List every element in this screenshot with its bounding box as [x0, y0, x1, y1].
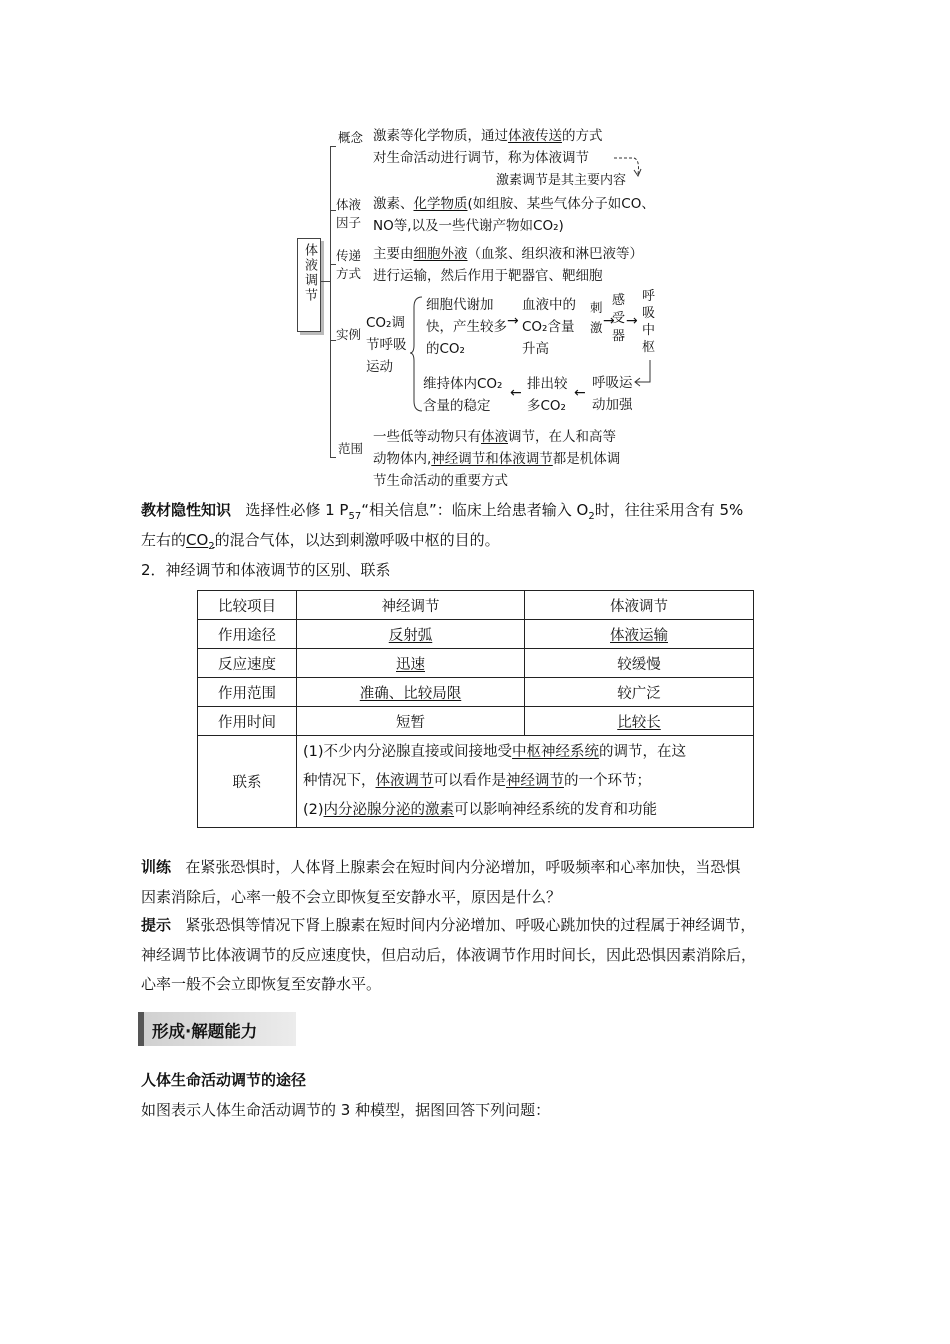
root-label: 体液调节 [302, 243, 317, 303]
hk-line2b: 的混合气体，以达到刺激呼吸中枢的目的。 [214, 531, 500, 549]
transmit-line1: 主要由细胞外液（血浆、组织液和淋巴液等） [373, 246, 643, 262]
factor-line1: 激素、化学物质(如组胺、某些气体分子如CO、 [373, 196, 655, 212]
table-cell: 迅速 [297, 649, 525, 678]
example-step2: 血液中的CO₂含量升高 [522, 297, 576, 357]
table-row [198, 678, 754, 707]
concept-map-root [297, 238, 321, 332]
hk-line2a: 左右的 [141, 531, 187, 549]
section-banner-title: 形成·解题能力 [152, 1022, 258, 1041]
hint-line3: 心率一般不会立即恢复至安静水平。 [141, 975, 382, 993]
table-cell: 较缓慢 [525, 649, 754, 678]
table-cell: 联系 [198, 736, 297, 828]
banner-accent [138, 1012, 144, 1046]
rel2u1: 体液调节 [375, 773, 434, 789]
example-step8: 维持体内CO₂含量的稳定 [423, 376, 503, 414]
hint-text1: 紧张恐惧等情况下肾上腺素在短时间内分泌增加、呼吸心跳加快的过程属于神经调节， [185, 916, 756, 934]
table-header-row [198, 591, 754, 620]
example-step6: 呼吸运动加强 [592, 375, 633, 413]
concept-line2: 对生命活动进行调节，称为体液调节 [373, 150, 589, 166]
arrow-right-icon: → [603, 313, 615, 329]
table-cell: 短暂 [297, 707, 525, 736]
transmit-line2: 进行运输，然后作用于靶器官、靶细胞 [373, 268, 603, 284]
scope-line2: 动物体内,神经调节和体液调节都是机体调 [373, 451, 621, 467]
table-row [198, 620, 754, 649]
rel2a: 种情况下， [303, 773, 376, 789]
topic-text: 如图表示人体生命活动调节的 3 种模型，据图回答下列问题： [141, 1101, 551, 1119]
training-line1 [141, 853, 821, 882]
relation-line1 [303, 738, 747, 767]
table-header-cell: 神经调节 [297, 591, 525, 620]
arrow-right-icon: → [626, 313, 638, 329]
relation-line3 [303, 796, 747, 825]
branch-label-transmit: 传递方式 [336, 248, 362, 281]
rel1u: 中枢神经系统 [512, 744, 600, 760]
arrow-left-icon: ← [574, 385, 586, 401]
hint-line2: 神经调节比体液调节的反应速度快，但启动后，体液调节作用时间长，因此恐惧因素消除后， [141, 946, 757, 964]
rel3b: 可以影响神经系统的发育和功能 [454, 802, 658, 818]
hidden-knowledge-title: 教材隐性知识 [141, 501, 232, 519]
example-step3: 刺激 [590, 300, 603, 335]
rel1b: 的调节，在这 [599, 744, 687, 760]
table-cell: 比较长 [525, 707, 754, 736]
rel1a: (1)不少内分泌腺直接或间接地受 [303, 744, 513, 760]
hint-line1 [141, 911, 821, 940]
example-step4: 感受器 [612, 293, 626, 344]
table-row-relation [198, 736, 754, 828]
table-cell: 作用范围 [198, 678, 297, 707]
factor-line2: NO等,以及一些代谢产物如CO₂) [373, 218, 564, 234]
training-text1: 在紧张恐惧时，人体肾上腺素会在短时间内分泌增加，呼吸频率和心率加快，当恐惧 [185, 858, 741, 876]
table-row [198, 707, 754, 736]
training-label: 训练 [141, 858, 172, 876]
table-cell: 体液运输 [525, 620, 754, 649]
scope-line1: 一些低等动物只有体液调节，在人和高等 [373, 429, 616, 445]
comparison-table [197, 590, 754, 828]
table-header-cell: 比较项目 [198, 591, 297, 620]
table-cell: 较广泛 [525, 678, 754, 707]
table-cell: 准确、比较局限 [297, 678, 525, 707]
table-row [198, 649, 754, 678]
arrow-right-icon: → [507, 313, 519, 329]
example-subject: CO₂调节呼吸运动 [366, 315, 407, 375]
hk-text1: 选择性必修 1 P [245, 501, 349, 519]
arrow-left-icon: ← [510, 385, 522, 401]
relation-line2 [303, 767, 747, 796]
hk-co2sub: 2 [208, 541, 215, 552]
rel3a: (2) [303, 802, 324, 818]
hk-text3: 时，往往采用含有 5% [594, 501, 744, 519]
rel2b: 可以看作是 [433, 773, 506, 789]
table-cell: 作用途径 [198, 620, 297, 649]
rel3u: 内分泌腺分泌的激素 [323, 802, 455, 818]
scope-line3: 节生命活动的重要方式 [373, 473, 508, 489]
training-line2: 因素消除后，心率一般不会立即恢复至安静水平，原因是什么？ [141, 888, 562, 906]
example-step1: 细胞代谢加快，产生较多的CO₂ [426, 297, 507, 357]
hk-text2: “相关信息”：临床上给患者输入 O [361, 501, 589, 519]
table-header-cell: 体液调节 [525, 591, 754, 620]
topic-title: 人体生命活动调节的途径 [141, 1071, 307, 1089]
branch-label-example: 实例 [336, 327, 362, 342]
section2-title: 2．神经调节和体液调节的区别、联系 [141, 561, 391, 579]
hk-sub: 57 [348, 511, 362, 522]
table-cell: 反应速度 [198, 649, 297, 678]
hk-co2: CO [186, 531, 209, 549]
hint-label: 提示 [141, 916, 172, 934]
hk-o2sub: 2 [588, 511, 595, 522]
relation-cell [297, 736, 754, 828]
example-brace [410, 295, 424, 413]
branch-label-concept: 概念 [338, 130, 364, 145]
rel2u2: 神经调节 [506, 773, 564, 789]
branch-label-factor: 体液因子 [336, 197, 362, 230]
table-cell: 反射弧 [297, 620, 525, 649]
section-banner [138, 1012, 296, 1046]
branch-label-scope: 范围 [338, 441, 364, 456]
table-cell: 作用时间 [198, 707, 297, 736]
example-step7: 排出较多CO₂ [527, 376, 568, 414]
concept-note: 激素调节是其主要内容 [496, 173, 627, 188]
example-step5: 呼吸中枢 [642, 289, 656, 355]
rel2c: 的一个环节； [564, 773, 651, 789]
concept-line1: 激素等化学物质，通过体液传送的方式 [373, 128, 603, 144]
